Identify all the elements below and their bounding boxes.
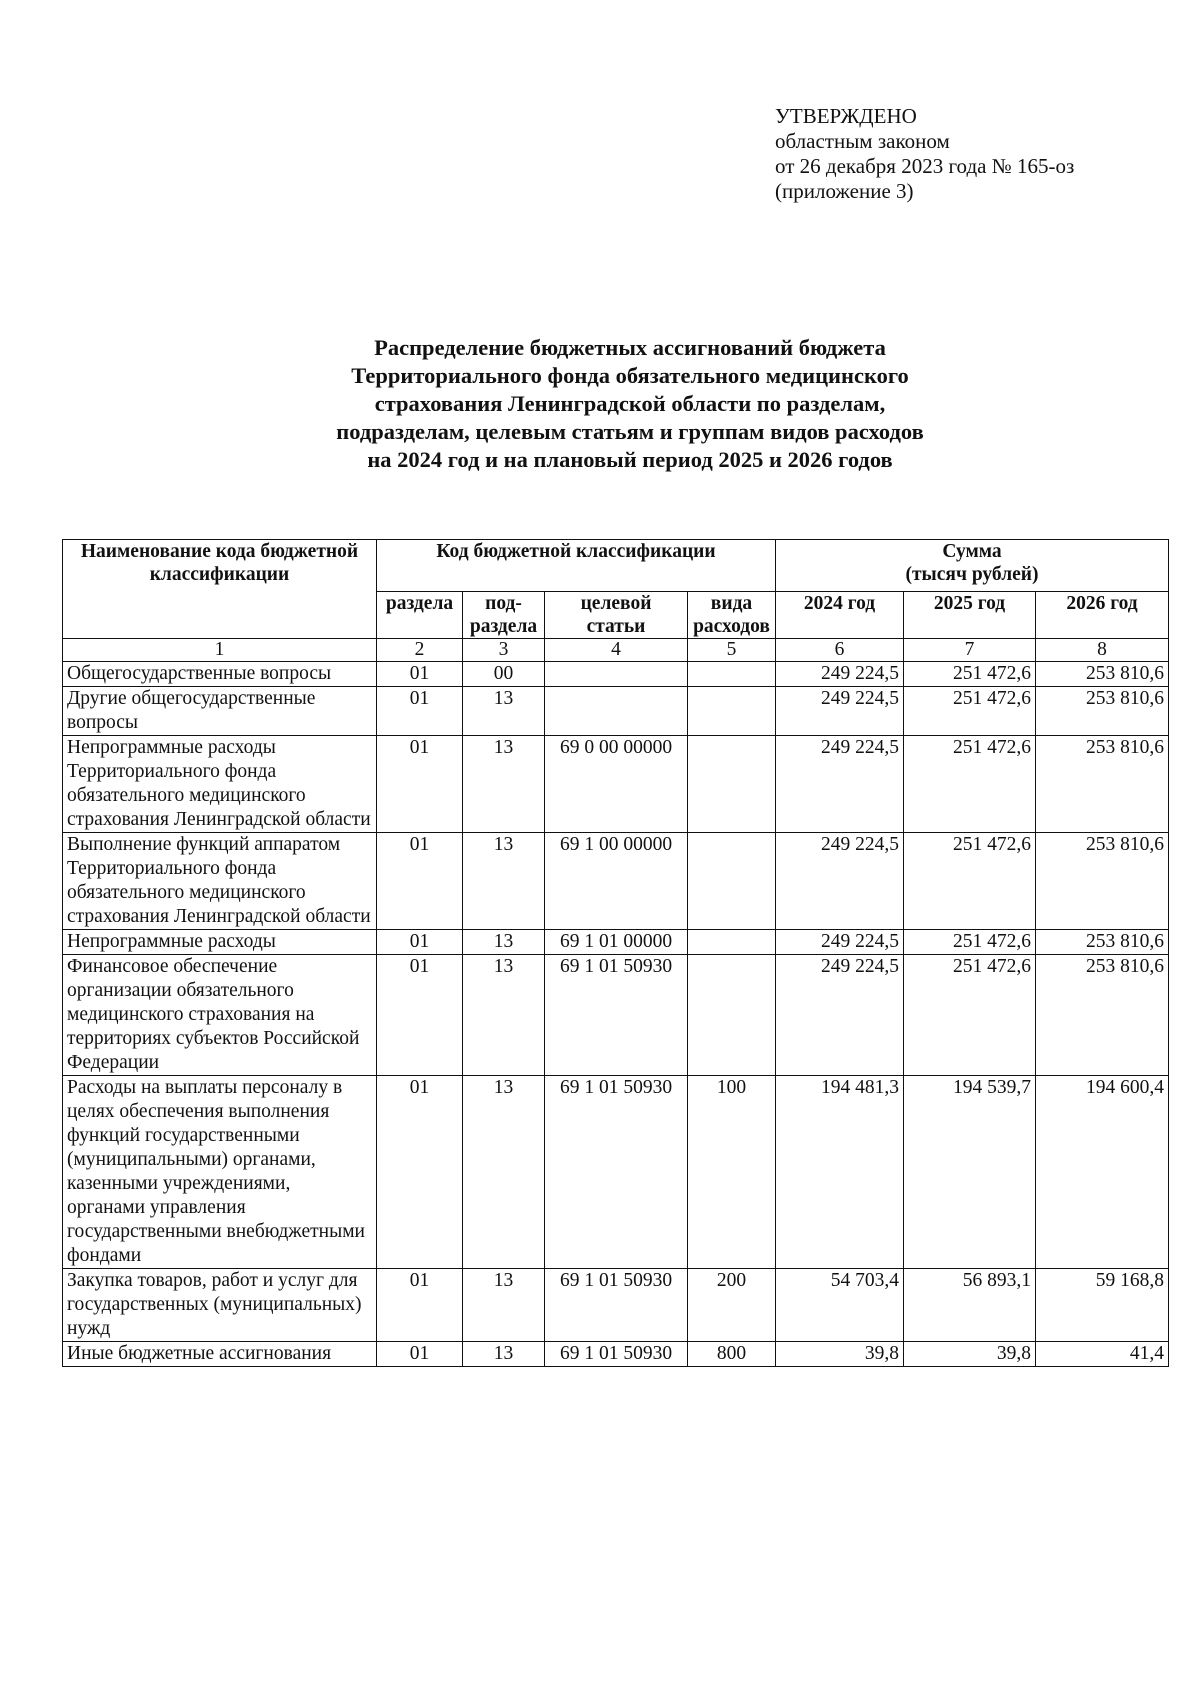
row-amount-2026: 59 168,8 — [1036, 1269, 1169, 1342]
row-amount-2026: 253 810,6 — [1036, 662, 1169, 687]
row-expense-type — [688, 833, 776, 930]
header-sum-group — [776, 540, 1169, 592]
row-target: 69 1 01 50930 — [545, 1269, 688, 1342]
row-section: 01 — [377, 833, 463, 930]
row-amount-2024: 249 224,5 — [776, 955, 904, 1076]
row-amount-2025: 251 472,6 — [904, 662, 1036, 687]
row-target: 69 1 01 00000 — [545, 930, 688, 955]
row-amount-2024: 39,8 — [776, 1342, 904, 1367]
row-section: 01 — [377, 1269, 463, 1342]
row-subsection: 13 — [463, 930, 545, 955]
header-name: Наименование кода бюджетной классификации — [63, 540, 377, 639]
row-amount-2024: 249 224,5 — [776, 930, 904, 955]
row-name: Общегосударственные вопросы — [63, 662, 377, 687]
row-section: 01 — [377, 736, 463, 833]
table-row — [63, 955, 1169, 1076]
document-title — [150, 334, 1110, 474]
row-amount-2025: 194 539,7 — [904, 1076, 1036, 1269]
header-subsection: под-раздела — [463, 592, 545, 639]
row-amount-2026: 253 810,6 — [1036, 930, 1169, 955]
row-amount-2025: 251 472,6 — [904, 930, 1036, 955]
column-number: 1 — [63, 639, 377, 662]
column-number: 5 — [688, 639, 776, 662]
row-subsection: 13 — [463, 1076, 545, 1269]
header-2026: 2026 год — [1036, 592, 1169, 639]
row-amount-2024: 194 481,3 — [776, 1076, 904, 1269]
row-section: 01 — [377, 687, 463, 736]
column-number: 7 — [904, 639, 1036, 662]
column-number: 2 — [377, 639, 463, 662]
table-row — [63, 1342, 1169, 1367]
row-expense-type — [688, 955, 776, 1076]
row-name: Непрограммные расходы — [63, 930, 377, 955]
row-name: Другие общегосударственные вопросы — [63, 687, 377, 736]
row-amount-2024: 54 703,4 — [776, 1269, 904, 1342]
column-number: 3 — [463, 639, 545, 662]
row-amount-2026: 253 810,6 — [1036, 833, 1169, 930]
row-amount-2024: 249 224,5 — [776, 662, 904, 687]
row-section: 01 — [377, 662, 463, 687]
row-subsection: 13 — [463, 833, 545, 930]
column-number: 8 — [1036, 639, 1169, 662]
row-name: Непрограммные расходы Территориального фонда обязательного медицинского страхования Ленинградской области — [63, 736, 377, 833]
header-section: раздела — [377, 592, 463, 639]
approval-law: областным законом — [775, 129, 950, 153]
row-subsection: 13 — [463, 1269, 545, 1342]
row-section: 01 — [377, 1076, 463, 1269]
table-row — [63, 930, 1169, 955]
budget-table — [62, 539, 1169, 1367]
budget-table-body — [63, 639, 1169, 1367]
title-line: на 2024 год и на плановый период 2025 и 2026 годов — [367, 447, 893, 472]
row-subsection: 13 — [463, 1342, 545, 1367]
header-sum-label: Сумма — [942, 541, 1002, 562]
row-subsection: 13 — [463, 736, 545, 833]
row-amount-2025: 251 472,6 — [904, 736, 1036, 833]
row-subsection: 13 — [463, 955, 545, 1076]
row-expense-type — [688, 930, 776, 955]
row-expense-type — [688, 662, 776, 687]
row-amount-2025: 251 472,6 — [904, 687, 1036, 736]
table-row — [63, 1076, 1169, 1269]
row-expense-type: 200 — [688, 1269, 776, 1342]
title-line: Территориального фонда обязательного медицинского — [351, 363, 909, 388]
column-number: 6 — [776, 639, 904, 662]
row-section: 01 — [377, 1342, 463, 1367]
approval-appendix: (приложение 3) — [775, 179, 914, 203]
row-amount-2025: 39,8 — [904, 1342, 1036, 1367]
row-target: 69 1 00 00000 — [545, 833, 688, 930]
title-line: страхования Ленинградской области по разделам, — [374, 391, 886, 416]
table-row — [63, 736, 1169, 833]
row-amount-2025: 56 893,1 — [904, 1269, 1036, 1342]
row-amount-2025: 251 472,6 — [904, 833, 1036, 930]
row-amount-2026: 253 810,6 — [1036, 955, 1169, 1076]
table-row — [63, 662, 1169, 687]
column-number: 4 — [545, 639, 688, 662]
column-number-row — [63, 639, 1169, 662]
header-2024: 2024 год — [776, 592, 904, 639]
header-sum-unit: (тысяч рублей) — [905, 564, 1039, 585]
row-expense-type: 800 — [688, 1342, 776, 1367]
row-expense-type — [688, 736, 776, 833]
approval-date: от 26 декабря 2023 года № 165-оз — [775, 154, 1075, 178]
row-name: Иные бюджетные ассигнования — [63, 1342, 377, 1367]
row-target: 69 1 01 50930 — [545, 955, 688, 1076]
row-amount-2025: 251 472,6 — [904, 955, 1036, 1076]
row-section: 01 — [377, 930, 463, 955]
approval-stamp — [775, 104, 1074, 204]
row-amount-2026: 253 810,6 — [1036, 736, 1169, 833]
row-subsection: 00 — [463, 662, 545, 687]
table-row — [63, 833, 1169, 930]
row-name: Финансовое обеспечение организации обязательного медицинского страхования на территориях субъектов Российской Федерации — [63, 955, 377, 1076]
row-name: Расходы на выплаты персоналу в целях обеспечения выполнения функций государственными (муниципальными) органами, казенными учреждениями, органами управления государственными внебюджетными фондами — [63, 1076, 377, 1269]
header-expense-type: вида расходов — [688, 592, 776, 639]
row-target: 69 1 01 50930 — [545, 1342, 688, 1367]
row-section: 01 — [377, 955, 463, 1076]
row-amount-2024: 249 224,5 — [776, 833, 904, 930]
row-target — [545, 687, 688, 736]
header-code-group: Код бюджетной классификации — [377, 540, 776, 592]
row-target: 69 1 01 50930 — [545, 1076, 688, 1269]
row-amount-2026: 194 600,4 — [1036, 1076, 1169, 1269]
row-name: Закупка товаров, работ и услуг для государственных (муниципальных) нужд — [63, 1269, 377, 1342]
row-amount-2024: 249 224,5 — [776, 736, 904, 833]
row-amount-2026: 41,4 — [1036, 1342, 1169, 1367]
row-subsection: 13 — [463, 687, 545, 736]
row-target: 69 0 00 00000 — [545, 736, 688, 833]
row-amount-2024: 249 224,5 — [776, 687, 904, 736]
row-name: Выполнение функций аппаратом Территориального фонда обязательного медицинского страхования Ленинградской области — [63, 833, 377, 930]
header-target: целевой статьи — [545, 592, 688, 639]
title-line: подразделам, целевым статьям и группам видов расходов — [336, 419, 924, 444]
row-expense-type: 100 — [688, 1076, 776, 1269]
header-2025: 2025 год — [904, 592, 1036, 639]
table-row — [63, 1269, 1169, 1342]
row-amount-2026: 253 810,6 — [1036, 687, 1169, 736]
table-row — [63, 687, 1169, 736]
title-line: Распределение бюджетных ассигнований бюджета — [374, 335, 886, 360]
approval-heading: УТВЕРЖДЕНО — [775, 104, 917, 128]
row-expense-type — [688, 687, 776, 736]
row-target — [545, 662, 688, 687]
